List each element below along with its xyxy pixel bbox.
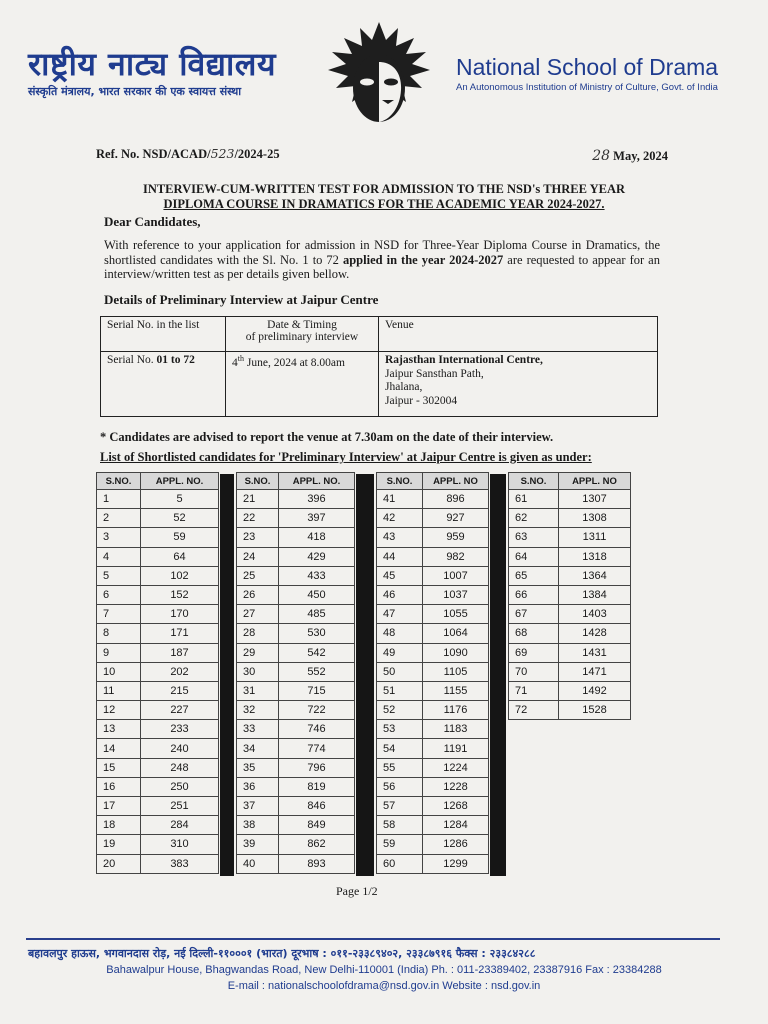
serial-number: 54 xyxy=(377,739,423,758)
candidate-row xyxy=(237,643,355,662)
institute-name-english: National School of Drama xyxy=(456,54,719,80)
application-number: 1007 xyxy=(423,566,489,585)
serial-number: 25 xyxy=(237,566,279,585)
header-date-line-1: Date & Timing xyxy=(267,319,337,331)
candidate-row xyxy=(237,720,355,739)
serial-number: 22 xyxy=(237,509,279,528)
serial-number: 28 xyxy=(237,624,279,643)
application-number: 233 xyxy=(141,720,219,739)
serial-number: 51 xyxy=(377,681,423,700)
theatre-mask-logo-icon xyxy=(318,16,440,134)
institute-name-hindi: राष्ट्रीय नाट्य विद्यालय xyxy=(28,45,277,83)
col-appl: APPL. NO. xyxy=(279,473,355,490)
candidate-row xyxy=(377,528,489,547)
candidate-row xyxy=(509,701,631,720)
application-number: 396 xyxy=(279,490,355,509)
serial-number: 36 xyxy=(237,777,279,796)
candidate-row xyxy=(97,605,219,624)
application-number: 202 xyxy=(141,662,219,681)
serial-number: 57 xyxy=(377,797,423,816)
serial-number: 56 xyxy=(377,777,423,796)
salutation: Dear Candidates, xyxy=(104,214,201,229)
serial-number: 7 xyxy=(97,605,141,624)
candidate-row xyxy=(377,797,489,816)
candidate-row xyxy=(377,816,489,835)
application-number: 530 xyxy=(279,624,355,643)
candidate-row xyxy=(97,835,219,854)
candidate-row xyxy=(97,509,219,528)
candidate-row xyxy=(237,777,355,796)
candidate-table-2 xyxy=(236,472,355,874)
candidate-row xyxy=(237,739,355,758)
serial-number: 5 xyxy=(97,566,141,585)
candidate-row xyxy=(509,643,631,662)
candidate-row xyxy=(377,681,489,700)
application-number: 1284 xyxy=(423,816,489,835)
serial-number: 65 xyxy=(509,566,559,585)
body-part-2: are requested to appear for an interview/written test as per details given bellow. xyxy=(104,252,660,281)
date-sup: th xyxy=(237,354,244,363)
application-number: 102 xyxy=(141,566,219,585)
serial-number: 15 xyxy=(97,758,141,777)
application-number: 251 xyxy=(141,797,219,816)
application-number: 1286 xyxy=(423,835,489,854)
serial-bold: 01 to 72 xyxy=(156,354,195,366)
interview-datetime xyxy=(226,352,379,417)
application-number: 846 xyxy=(279,797,355,816)
candidate-row xyxy=(237,701,355,720)
serial-number: 45 xyxy=(377,566,423,585)
application-number: 1307 xyxy=(559,490,631,509)
candidate-row xyxy=(237,528,355,547)
candidate-row xyxy=(377,739,489,758)
col-sno: S.NO. xyxy=(97,473,141,490)
letter-date xyxy=(592,148,668,164)
application-number: 171 xyxy=(141,624,219,643)
candidate-row xyxy=(97,720,219,739)
body-part-1: With reference to your application for admission in NSD for Three-Year Diploma Course in Dramatics, the shortlisted candidates with the Sl. No. 1 to 72 xyxy=(104,238,660,267)
venue-address xyxy=(379,352,658,417)
candidate-row xyxy=(97,585,219,604)
application-number: 1105 xyxy=(423,662,489,681)
candidate-row xyxy=(509,528,631,547)
serial-number: 46 xyxy=(377,585,423,604)
application-number: 1191 xyxy=(423,739,489,758)
application-number: 397 xyxy=(279,509,355,528)
candidate-row xyxy=(509,566,631,585)
column-separator xyxy=(356,474,374,876)
interview-venue-table xyxy=(100,316,658,417)
serial-number: 53 xyxy=(377,720,423,739)
serial-number: 55 xyxy=(377,758,423,777)
candidate-row xyxy=(237,681,355,700)
col-appl: APPL. NO. xyxy=(141,473,219,490)
candidate-row xyxy=(237,605,355,624)
serial-number: 44 xyxy=(377,547,423,566)
application-number: 450 xyxy=(279,585,355,604)
application-number: 896 xyxy=(423,490,489,509)
serial-number: 2 xyxy=(97,509,141,528)
application-number: 1431 xyxy=(559,643,631,662)
application-number: 959 xyxy=(423,528,489,547)
col-sno: S.NO. xyxy=(237,473,279,490)
application-number: 429 xyxy=(279,547,355,566)
serial-number: 4 xyxy=(97,547,141,566)
date-handwritten: 28 xyxy=(592,148,611,164)
candidate-row xyxy=(377,547,489,566)
candidate-table-header xyxy=(237,473,355,490)
report-time-advice: * Candidates are advised to report the venue at 7.30am on the date of their interview. xyxy=(100,430,554,444)
column-separator xyxy=(490,474,506,876)
application-number: 849 xyxy=(279,816,355,835)
candidate-row xyxy=(377,701,489,720)
header-venue: Venue xyxy=(379,317,658,352)
candidate-row xyxy=(237,566,355,585)
title-line-1: INTERVIEW-CUM-WRITTEN TEST FOR ADMISSION TO THE NSD's THREE YEAR xyxy=(142,182,626,196)
candidate-row xyxy=(97,797,219,816)
application-number: 170 xyxy=(141,605,219,624)
serial-number: 21 xyxy=(237,490,279,509)
candidate-table-header xyxy=(509,473,631,490)
col-appl: APPL. NO xyxy=(423,473,489,490)
body-paragraph xyxy=(104,238,660,282)
candidate-table-header xyxy=(97,473,219,490)
col-sno: S.NO. xyxy=(377,473,423,490)
serial-number: 24 xyxy=(237,547,279,566)
candidate-row xyxy=(509,585,631,604)
application-number: 1183 xyxy=(423,720,489,739)
application-number: 1268 xyxy=(423,797,489,816)
list-heading: List of Shortlisted candidates for 'Preliminary Interview' at Jaipur Centre is given as under: xyxy=(100,450,592,464)
serial-number: 29 xyxy=(237,643,279,662)
application-number: 485 xyxy=(279,605,355,624)
application-number: 1311 xyxy=(559,528,631,547)
serial-number: 35 xyxy=(237,758,279,777)
serial-number: 39 xyxy=(237,835,279,854)
application-number: 433 xyxy=(279,566,355,585)
application-number: 64 xyxy=(141,547,219,566)
candidate-row xyxy=(377,605,489,624)
title-line-2: DIPLOMA COURSE IN DRAMATICS FOR THE ACADEMIC YEAR 2024-2027. xyxy=(163,197,605,211)
serial-number: 52 xyxy=(377,701,423,720)
application-number: 862 xyxy=(279,835,355,854)
serial-number: 41 xyxy=(377,490,423,509)
serial-number: 71 xyxy=(509,681,559,700)
candidate-row xyxy=(237,797,355,816)
serial-range xyxy=(101,352,226,417)
serial-number: 49 xyxy=(377,643,423,662)
serial-number: 37 xyxy=(237,797,279,816)
application-number: 1364 xyxy=(559,566,631,585)
candidate-row xyxy=(97,643,219,662)
candidate-table-1 xyxy=(96,472,219,874)
application-number: 1176 xyxy=(423,701,489,720)
application-number: 52 xyxy=(141,509,219,528)
application-number: 722 xyxy=(279,701,355,720)
candidate-row xyxy=(237,509,355,528)
candidate-row xyxy=(509,662,631,681)
candidate-row xyxy=(97,547,219,566)
candidate-row xyxy=(377,720,489,739)
candidate-row xyxy=(97,701,219,720)
reference-handwritten: 523 xyxy=(210,146,235,161)
application-number: 1037 xyxy=(423,585,489,604)
serial-number: 10 xyxy=(97,662,141,681)
venue-line-3: Jhalana, xyxy=(385,381,423,393)
application-number: 1528 xyxy=(559,701,631,720)
candidate-table-4 xyxy=(508,472,631,720)
candidate-row xyxy=(97,490,219,509)
candidate-row xyxy=(509,490,631,509)
application-number: 774 xyxy=(279,739,355,758)
date-day: 4 xyxy=(232,356,238,369)
application-number: 819 xyxy=(279,777,355,796)
serial-number: 66 xyxy=(509,585,559,604)
serial-number: 61 xyxy=(509,490,559,509)
application-number: 552 xyxy=(279,662,355,681)
serial-number: 19 xyxy=(97,835,141,854)
serial-number: 34 xyxy=(237,739,279,758)
application-number: 227 xyxy=(141,701,219,720)
serial-number: 17 xyxy=(97,797,141,816)
candidate-row xyxy=(97,528,219,547)
serial-number: 48 xyxy=(377,624,423,643)
application-number: 152 xyxy=(141,585,219,604)
serial-number: 8 xyxy=(97,624,141,643)
serial-number: 72 xyxy=(509,701,559,720)
application-number: 5 xyxy=(141,490,219,509)
serial-number: 26 xyxy=(237,585,279,604)
application-number: 1064 xyxy=(423,624,489,643)
candidate-row xyxy=(377,643,489,662)
date-rest: June, 2024 at 8.00am xyxy=(243,356,345,369)
serial-number: 62 xyxy=(509,509,559,528)
venue-line-4: Jaipur - 302004 xyxy=(385,394,458,407)
candidate-row xyxy=(97,758,219,777)
application-number: 1403 xyxy=(559,605,631,624)
venue-name: Rajasthan International Centre, xyxy=(385,354,543,366)
column-separator xyxy=(220,474,234,876)
venue-line-2: Jaipur Sansthan Path, xyxy=(385,367,484,380)
serial-number: 3 xyxy=(97,528,141,547)
application-number: 1428 xyxy=(559,624,631,643)
serial-number: 42 xyxy=(377,509,423,528)
footer-address: Bahawalpur House, Bhagwandas Road, New Delhi-110001 (India) Ph. : 011-23389402, 23387916 Fax : 23384288 xyxy=(106,964,662,976)
venue-table-row xyxy=(101,352,658,417)
serial-number: 30 xyxy=(237,662,279,681)
candidate-row xyxy=(377,585,489,604)
footer-contact: E-mail : nationalschoolofdrama@nsd.gov.in Website : nsd.gov.in xyxy=(227,980,541,992)
candidate-row xyxy=(377,509,489,528)
serial-number: 60 xyxy=(377,854,423,873)
serial-number: 12 xyxy=(97,701,141,720)
candidate-row xyxy=(377,566,489,585)
candidate-row xyxy=(97,624,219,643)
application-number: 542 xyxy=(279,643,355,662)
candidate-row xyxy=(237,816,355,835)
body-bold: applied in the year 2024-2027 xyxy=(342,252,504,267)
institute-subtitle-hindi: संस्कृति मंत्रालय, भारत सरकार की एक स्वायत्त संस्था xyxy=(28,85,242,98)
serial-number: 13 xyxy=(97,720,141,739)
details-heading: Details of Preliminary Interview at Jaipur Centre xyxy=(104,292,379,307)
serial-number: 32 xyxy=(237,701,279,720)
page-number: Page 1/2 xyxy=(336,884,378,898)
serial-prefix: Serial No. xyxy=(107,354,157,366)
application-number: 1308 xyxy=(559,509,631,528)
serial-number: 70 xyxy=(509,662,559,681)
candidate-row xyxy=(237,624,355,643)
serial-number: 38 xyxy=(237,816,279,835)
col-sno: S.NO. xyxy=(509,473,559,490)
application-number: 927 xyxy=(423,509,489,528)
candidate-row xyxy=(97,681,219,700)
serial-number: 11 xyxy=(97,681,141,700)
header-date-timing xyxy=(226,317,379,352)
footer-divider xyxy=(26,938,720,940)
candidate-row xyxy=(237,758,355,777)
application-number: 1224 xyxy=(423,758,489,777)
candidate-row xyxy=(377,854,489,873)
serial-number: 31 xyxy=(237,681,279,700)
application-number: 310 xyxy=(141,835,219,854)
institute-subtitle-english: An Autonomous Institution of Ministry of Culture, Govt. of India xyxy=(456,82,718,93)
candidate-row xyxy=(377,835,489,854)
serial-number: 9 xyxy=(97,643,141,662)
application-number: 248 xyxy=(141,758,219,777)
reference-prefix: Ref. No. NSD/ACAD/ xyxy=(96,147,211,161)
candidate-row xyxy=(377,624,489,643)
serial-number: 64 xyxy=(509,547,559,566)
candidate-row xyxy=(509,624,631,643)
serial-number: 1 xyxy=(97,490,141,509)
candidate-row xyxy=(97,816,219,835)
serial-number: 40 xyxy=(237,854,279,873)
serial-number: 18 xyxy=(97,816,141,835)
serial-number: 69 xyxy=(509,643,559,662)
header-serial: Serial No. in the list xyxy=(101,317,226,352)
serial-number: 23 xyxy=(237,528,279,547)
candidate-row xyxy=(237,854,355,873)
application-number: 1492 xyxy=(559,681,631,700)
candidate-row xyxy=(509,605,631,624)
serial-number: 27 xyxy=(237,605,279,624)
serial-number: 58 xyxy=(377,816,423,835)
serial-number: 20 xyxy=(97,854,141,873)
candidate-table-3 xyxy=(376,472,489,874)
candidate-row xyxy=(509,509,631,528)
candidate-row xyxy=(237,662,355,681)
application-number: 982 xyxy=(423,547,489,566)
application-number: 715 xyxy=(279,681,355,700)
serial-number: 14 xyxy=(97,739,141,758)
serial-number: 47 xyxy=(377,605,423,624)
application-number: 1155 xyxy=(423,681,489,700)
application-number: 1471 xyxy=(559,662,631,681)
application-number: 1318 xyxy=(559,547,631,566)
application-number: 746 xyxy=(279,720,355,739)
application-number: 1299 xyxy=(423,854,489,873)
reference-suffix: /2024-25 xyxy=(234,147,280,161)
application-number: 240 xyxy=(141,739,219,758)
application-number: 893 xyxy=(279,854,355,873)
footer-address-hindi: बहावलपुर हाऊस, भगवानदास रोड़, नई दिल्ली-११०००१ (भारत) दूरभाष : ०११-२३३८९४०२, २३३८७९१६ फैक्स : २३३८४२८८ xyxy=(28,947,536,960)
candidate-row xyxy=(377,777,489,796)
candidate-row xyxy=(97,777,219,796)
candidate-row xyxy=(377,662,489,681)
serial-number: 50 xyxy=(377,662,423,681)
notice-title xyxy=(104,182,664,212)
serial-number: 6 xyxy=(97,585,141,604)
application-number: 284 xyxy=(141,816,219,835)
date-rest: May, 2024 xyxy=(613,149,668,163)
candidate-row xyxy=(97,662,219,681)
candidate-row xyxy=(237,835,355,854)
candidate-row xyxy=(509,547,631,566)
application-number: 59 xyxy=(141,528,219,547)
candidate-row xyxy=(97,854,219,873)
reference-number xyxy=(96,146,280,162)
candidate-row xyxy=(237,490,355,509)
candidate-row xyxy=(97,566,219,585)
application-number: 250 xyxy=(141,777,219,796)
application-number: 796 xyxy=(279,758,355,777)
serial-number: 67 xyxy=(509,605,559,624)
candidate-row xyxy=(377,490,489,509)
serial-number: 59 xyxy=(377,835,423,854)
application-number: 1055 xyxy=(423,605,489,624)
candidate-row xyxy=(237,585,355,604)
serial-number: 43 xyxy=(377,528,423,547)
application-number: 1090 xyxy=(423,643,489,662)
application-number: 1228 xyxy=(423,777,489,796)
venue-table-header xyxy=(101,317,658,352)
application-number: 215 xyxy=(141,681,219,700)
serial-number: 33 xyxy=(237,720,279,739)
application-number: 418 xyxy=(279,528,355,547)
candidate-table-header xyxy=(377,473,489,490)
serial-number: 63 xyxy=(509,528,559,547)
candidate-row xyxy=(377,758,489,777)
application-number: 187 xyxy=(141,643,219,662)
application-number: 1384 xyxy=(559,585,631,604)
serial-number: 68 xyxy=(509,624,559,643)
application-number: 383 xyxy=(141,854,219,873)
col-appl: APPL. NO xyxy=(559,473,631,490)
candidate-row xyxy=(237,547,355,566)
header-date-line-2: of preliminary interview xyxy=(245,331,359,343)
serial-number: 16 xyxy=(97,777,141,796)
candidate-row xyxy=(97,739,219,758)
candidate-row xyxy=(509,681,631,700)
